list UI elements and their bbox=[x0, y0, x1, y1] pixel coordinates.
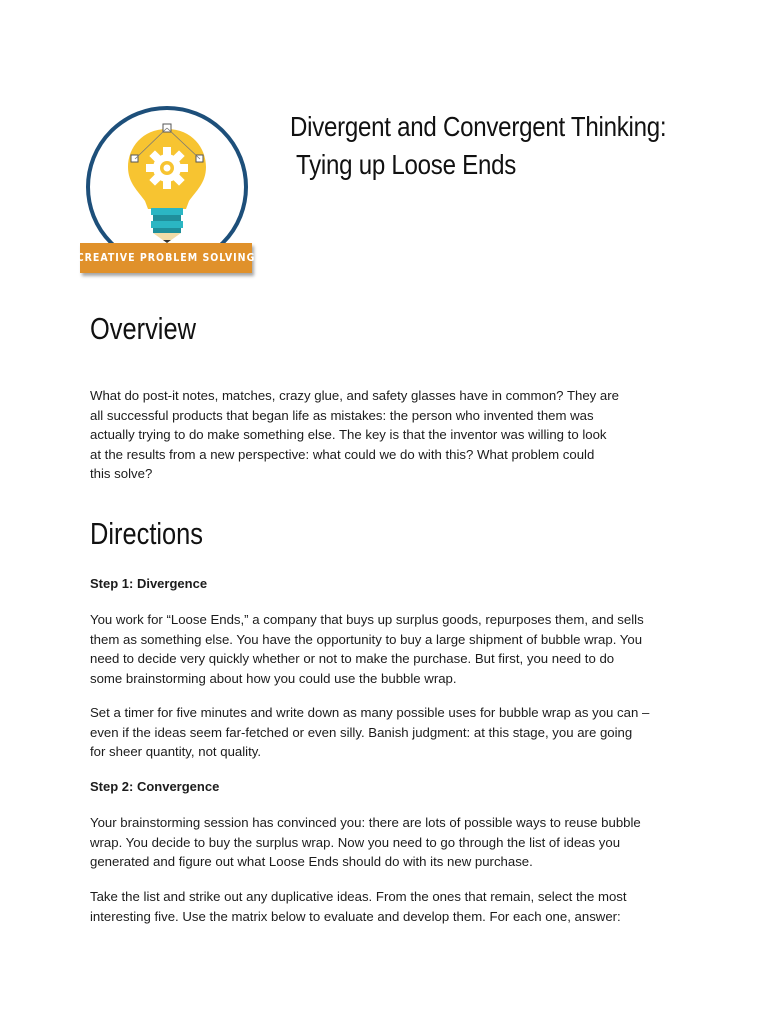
text-line: Take the list and strike out any duplicative ideas. From the ones that remain, select the most bbox=[90, 889, 627, 904]
text-line: this solve? bbox=[90, 466, 153, 481]
creative-problem-solving-logo bbox=[76, 103, 256, 279]
text-line: some brainstorming about how you could use the bubble wrap. bbox=[90, 670, 457, 686]
document-title bbox=[290, 108, 686, 184]
text-line: You work for “Loose Ends,” a company that buys up surplus goods, repurposes them, and sells bbox=[90, 612, 644, 627]
text-line: actually trying to do make something else. The key is that the inventor was willing to look bbox=[90, 427, 607, 442]
step-2-paragraph-2 bbox=[90, 887, 680, 926]
text-line: Set a timer for five minutes and write down as many possible uses for bubble wrap as you can – bbox=[90, 705, 650, 720]
overview-heading: Overview bbox=[90, 311, 196, 346]
text-line: wrap. You decide to buy the surplus wrap. Now you need to go through the list of ideas you bbox=[90, 834, 621, 850]
text-line: need to decide very quickly whether or not to make the purchase. But first, you need to do bbox=[90, 651, 615, 666]
overview-paragraph bbox=[90, 386, 680, 484]
text-line: interesting five. Use the matrix below to evaluate and develop them. For each one, answer: bbox=[90, 908, 621, 924]
directions-heading: Directions bbox=[90, 516, 204, 551]
step-2-label: Step 2: Convergence bbox=[90, 779, 220, 794]
text-line: at the results from a new perspective: what could we do with this? What problem could bbox=[90, 446, 595, 462]
text-line: all successful products that began life as mistakes: the person who invented them was bbox=[90, 407, 594, 423]
step-1-paragraph-2 bbox=[90, 703, 680, 762]
title-line-1: Divergent and Convergent Thinking: bbox=[290, 111, 667, 142]
title-line-2: Tying up Loose Ends bbox=[290, 149, 517, 180]
text-line: them as something else. You have the opportunity to buy a large shipment of bubble wrap. You bbox=[90, 631, 643, 647]
text-line: for sheer quantity, not quality. bbox=[90, 744, 262, 759]
text-line: even if the ideas seem far-fetched or even silly. Banish judgment: at this stage, you are going bbox=[90, 724, 633, 740]
logo-banner bbox=[76, 243, 256, 273]
step-1-paragraph-1 bbox=[90, 610, 680, 688]
text-line: Your brainstorming session has convinced you: there are lots of possible ways to reuse bubble bbox=[90, 815, 641, 830]
step-2-paragraph-1 bbox=[90, 813, 680, 872]
text-line: What do post-it notes, matches, crazy glue, and safety glasses have in common? They are bbox=[90, 388, 619, 403]
logo-banner-text: CREATIVE PROBLEM SOLVING bbox=[76, 252, 256, 264]
step-1-label: Step 1: Divergence bbox=[90, 576, 208, 591]
text-line: generated and figure out what Loose Ends should do with its new purchase. bbox=[90, 854, 533, 869]
